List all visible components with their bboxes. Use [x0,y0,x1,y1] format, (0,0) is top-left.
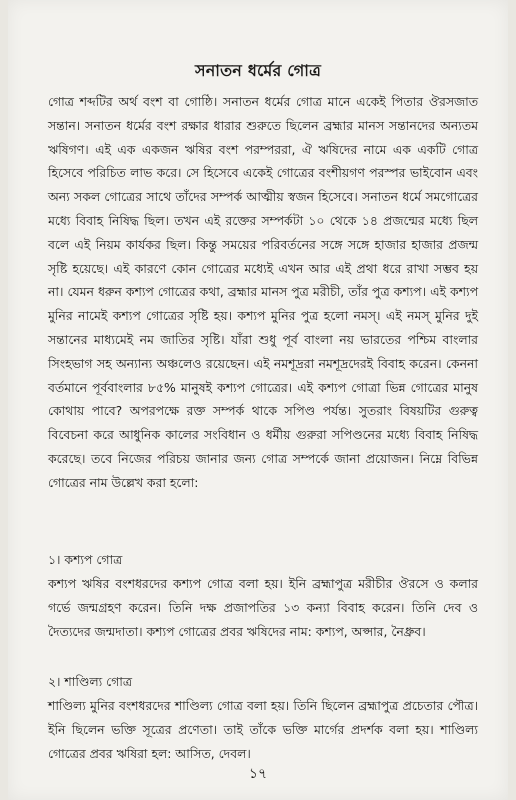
intro-paragraph: গোত্র শব্দটির অর্থ বংশ বা গোষ্ঠি। সনাতন ধর্মের গোত্র মানে একেই পিতার ঔরসজাত সন্তান। সনাতন ধর্মের বংশ রক্ষার ধারার শুরুতে ছিলেন ব্রহ্মার মানস সন্তানদের অন্যতম ঋষিগণ। এই এক একজন ঋষির বংশ পরম্পররা, ঐ ঋষিদের নামে এক একটি গোত্র হিসেবে পরিচিত লাভ করে। সে হিসেবে একেই গোত্রের বংশীয়গণ পরস্পর ভাইবোন এবং অন্য সকল গোত্রের সাথে তাঁদের সম্পর্ক আত্মীয় স্বজন হিসেবে। সনাতন ধর্মে সমগোত্রের মধ্যে বিবাহ নিষিদ্ধ ছিল। তখন এই রক্তের সম্পর্কটা ১০ থেকে ১৪ প্রজন্মের মধ্যে ছিল বলে এই নিয়ম কার্যকর ছিল। কিন্তু সময়ের পরিবর্তনের সঙ্গে সঙ্গে হাজার হাজার প্রজন্ম সৃষ্টি হয়েছে। এই কারণে কোন গোত্রের মধ্যেই এখন আর এই প্রথা ধরে রাখা সম্ভব হয় না। যেমন ধরুন কশ্যপ গোত্রের কথা, ব্রহ্মার মানস পুত্র মরীচী, তাঁর পুত্র কশ্যপ। এই কশ্যপ মুনির নামেই কশ্যপ গোত্রের সৃষ্টি হয়। কশ্যপ মুনির পুত্র হলো নমস্। এই নমস্ মুনির দুই সন্তানের মাধ্যমেই নম জাতির সৃষ্টি। যাঁরা শুধু পূর্ব বাংলা নয় ভারতের পশ্চিম বাংলার সিংহভাগ সহ অন্যান্য অঞ্চলেও রয়েছেন। এই নমশূদ্ররা নমশূদ্রদেরই বিবাহ করেন। কেননা বর্তমানে পূর্ববাংলার ৮৫% মানুষই কশ্যপ গোত্রের। এই কশ্যপ গোত্রা ভিন্ন গোত্রের মানুষ কোথায় পাবে? অপরপক্ষে রক্ত সম্পর্ক থাকে সপিণ্ড পর্যন্ত। সুতরাং বিষয়টির গুরুত্ব বিবেচনা করে আধুনিক কালের সংবিধান ও ধর্মীয় গুরুরা সপিণ্ডনের মধ্যে বিবাহ নিষিদ্ধ করেছে। তবে নিজের পরিচয় জানার জন্য গোত্র সম্পর্কে জানা প্রয়োজন। নিম্নে বিভিন্ন গোত্রের নাম উল্লেখ করা হলো: [48,94,478,490]
section-heading-kashyap: ১। কশ্যপ গোত্র [48,552,123,567]
section-body-kashyap: কশ্যপ ঋষির বংশধরদের কশ্যপ গোত্র বলা হয়। ইনি ব্রহ্মাপুত্র মরীচীর ঔরসে ও কলার গর্ভে জন্মগ্রহণ করেন। তিনি দক্ষ প্রজাপতির ১৩ কন্যা বিবাহ করেন। তিনি দেব ও দৈত্যদের জন্মদাতা। কশ্যপ গোত্রের প্রবর ঋষিদের নাম: কশ্যপ, অপ্সার, নৈধ্রুব। [48,576,478,639]
section-body-shandilya: শাণ্ডিল্য মুনির বংশধরদের শাণ্ডিল্য গোত্র বলা হয়। তিনি ছিলেন ব্রহ্মাপুত্র প্রচেতার পৌত্র। ইনি ছিলেন ভক্তি সূত্রের প্রণেতা। তাই তাঁকে ভক্তি মার্গের প্রদর্শক বলা হয়। শাণ্ডিল্য গোত্রের প্রবর ঋষিরা হল: আসিত, দেবল। [48,698,478,761]
section-heading-shandilya: ২। শাণ্ডিল্য গোত্র [48,674,133,689]
page-number: ১৭ [248,766,268,782]
book-page [8,0,508,800]
page-title: সনাতন ধর্মের গোত্র [194,61,322,80]
